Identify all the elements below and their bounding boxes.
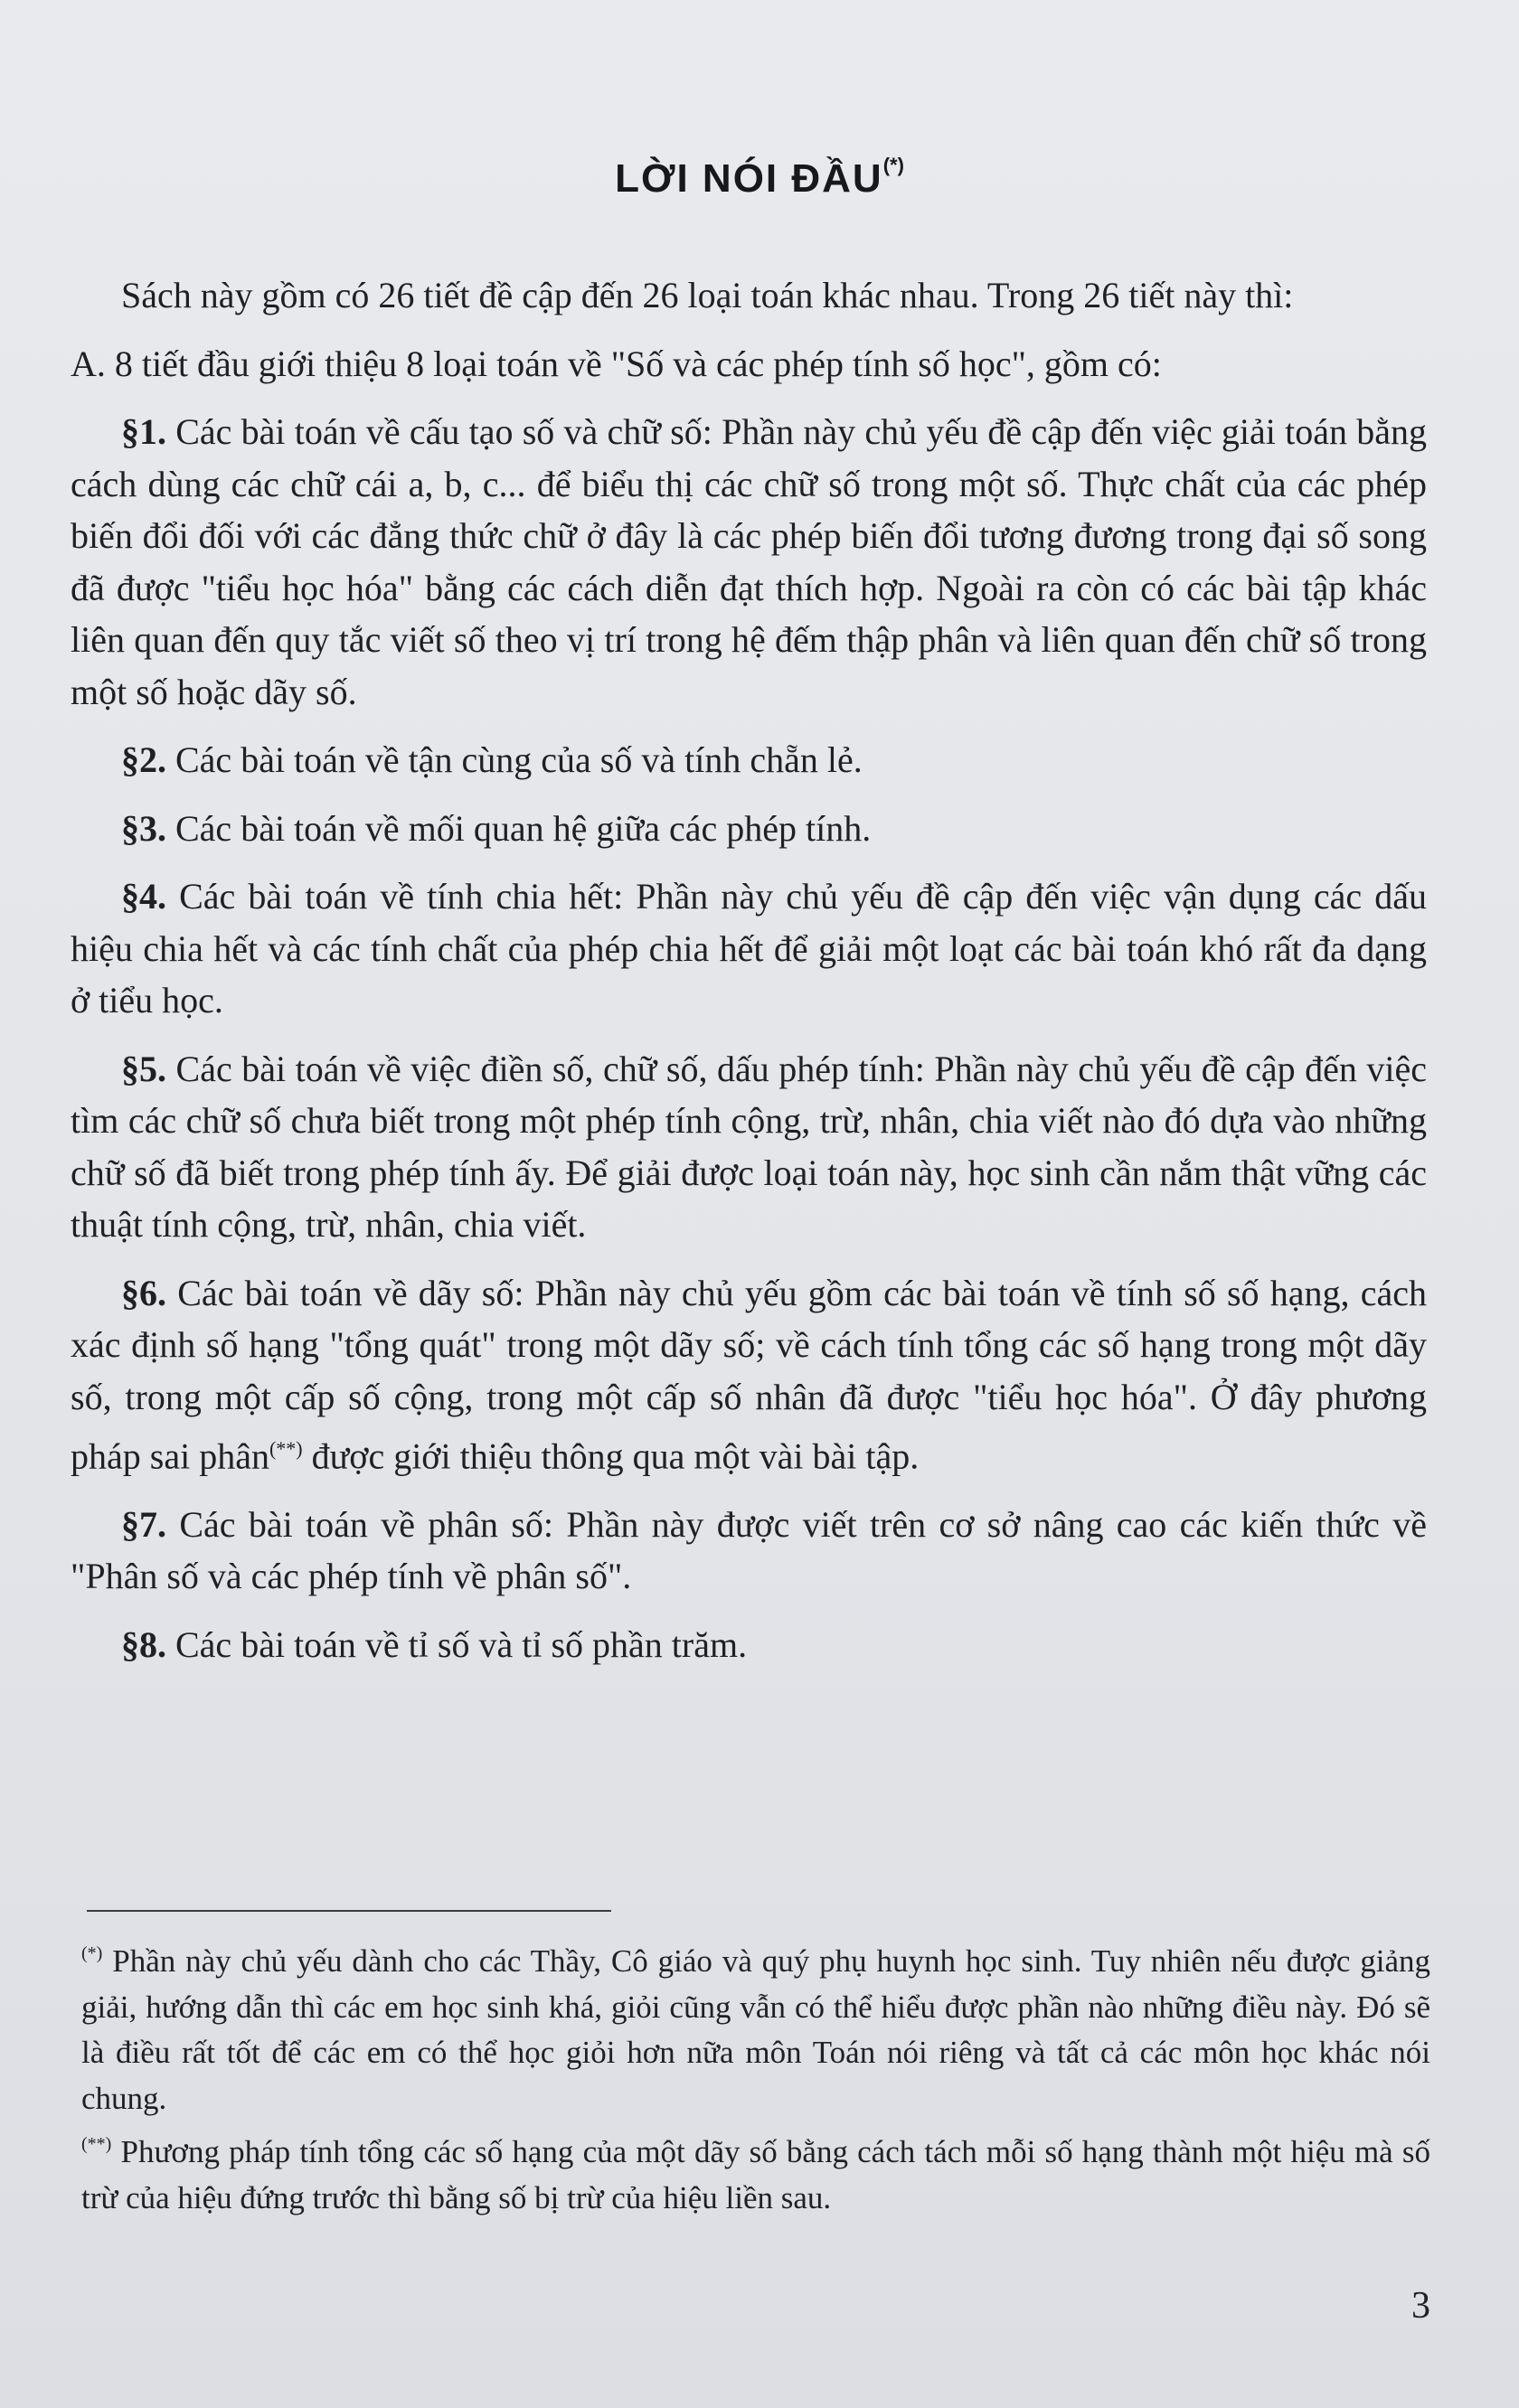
footnote-2 — [81, 2121, 1430, 2221]
section-5-text: Các bài toán về việc điền số, chữ số, dấu phép tính: Phần này chủ yếu đề cập đến việc tìm các chữ số chưa biết trong một phép tính cộng, trừ, nhân, chia viết nào đó dựa vào những chữ số đã biết trong phép tính ấy. Để giải được loại toán này, học sinh cần nắm thật vững các thuật tính cộng, trừ, nhân, chia viết. — [71, 1048, 1427, 1245]
section-8-text: Các bài toán về tỉ số và tỉ số phần trăm. — [175, 1623, 748, 1665]
section-3-number: §3. — [121, 807, 166, 849]
section-7-paragraph — [71, 1499, 1427, 1603]
section-8-number: §8. — [121, 1623, 166, 1665]
footnote-2-mark: (**) — [81, 2134, 112, 2154]
footnote-1-mark: (*) — [81, 1943, 103, 1963]
section-4-paragraph — [71, 870, 1427, 1027]
section-1-text: Các bài toán về cấu tạo số và chữ số: Phần này chủ yếu đề cập đến việc giải toán bằng cách dùng các chữ cái a, b, c... để biểu thị các chữ số trong một số. Thực chất của các phép biến đổi đối với các đẳng thức chữ ở đây là các phép biến đổi tương đương trong đại số song đã được "tiểu học hóa" bằng các cách diễn đạt thích hợp. Ngoài ra còn có các bài tập khác liên quan đến quy tắc viết số theo vị trí trong hệ đếm thập phân và liên quan đến chữ số trong một số hoặc dãy số. — [71, 411, 1428, 712]
section-7-text: Các bài toán về phân số: Phần này được viết trên cơ sở nâng cao các kiến thức về "Phân số và các phép tính về phân số". — [71, 1503, 1428, 1597]
section-3-paragraph — [71, 803, 1427, 855]
title-text: LỜI NÓI ĐẦU — [615, 156, 883, 201]
page-title — [0, 154, 1519, 202]
intro-paragraph: Sách này gồm có 26 tiết đề cập đến 26 loại toán khác nhau. Trong 26 tiết này thì: — [121, 275, 1294, 315]
footnotes — [81, 1931, 1430, 2221]
section-5-paragraph — [71, 1043, 1427, 1251]
section-6-text-before: Các bài toán về dãy số: Phần này chủ yếu gồm các bài toán về tính số số hạng, cách xác định số hạng "tổng quát" trong một dãy số; về cách tính tổng các số hạng trong một dãy số, trong một cấp số cộng, trong một cấp số nhân đã được "tiểu học hóa". Ở đây phương pháp sai phân — [71, 1272, 1428, 1477]
section-5-number: §5. — [121, 1048, 166, 1089]
footnote-1-text: Phần này chủ yếu dành cho các Thầy, Cô giáo và quý phụ huynh học sinh. Tuy nhiên nếu được giảng giải, hướng dẫn thì các em học sinh khá, giỏi cũng vẫn có thể hiểu được phần nào những điều này. Đó sẽ là điều rất tốt để các em có thể học giỏi hơn nữa môn Toán nói riêng và tất cả các môn học khác nói chung. — [81, 1943, 1431, 2116]
section-6-number: §6. — [121, 1272, 166, 1313]
main-text — [71, 269, 1427, 1687]
section-6-paragraph — [71, 1267, 1427, 1482]
section-8-paragraph — [71, 1619, 1427, 1671]
section-6-text-after: được giới thiệu thông qua một vài bài tập. — [302, 1435, 920, 1477]
title-footnote-mark: (*) — [882, 154, 904, 176]
section-2-text: Các bài toán về tận cùng của số và tính chẵn lẻ. — [175, 739, 863, 780]
section-4-text: Các bài toán về tính chia hết: Phần này chủ yếu đề cập đến việc vận dụng các dấu hiệu chia hết và các tính chất của phép chia hết để giải một loạt các bài toán khó rất đa dạng ở tiểu học. — [71, 876, 1428, 1021]
footnote-divider — [87, 1910, 611, 1912]
section-4-number: §4. — [121, 876, 166, 917]
section-3-text: Các bài toán về mối quan hệ giữa các phép tính. — [175, 807, 872, 849]
section-7-number: §7. — [121, 1503, 166, 1545]
section-2-number: §2. — [121, 739, 166, 780]
part-a-label: A. — [71, 343, 106, 384]
part-a-text: 8 tiết đầu giới thiệu 8 loại toán về "Số và các phép tính số học", gồm có: — [114, 343, 1162, 384]
footnote-1 — [81, 1931, 1430, 2121]
part-a-paragraph — [71, 338, 1427, 390]
section-1-number: §1. — [121, 411, 166, 452]
footnote-2-text: Phương pháp tính tổng các số hạng của một dãy số bằng cách tách mỗi số hạng thành một hiệu mà số trừ của hiệu đứng trước thì bằng số bị trừ của hiệu liền sau. — [81, 2134, 1430, 2215]
section-2-paragraph — [71, 734, 1427, 786]
section-1-paragraph — [71, 406, 1427, 718]
section-6-footnote-mark: (**) — [269, 1437, 303, 1460]
page-number: 3 — [1411, 2285, 1430, 2327]
